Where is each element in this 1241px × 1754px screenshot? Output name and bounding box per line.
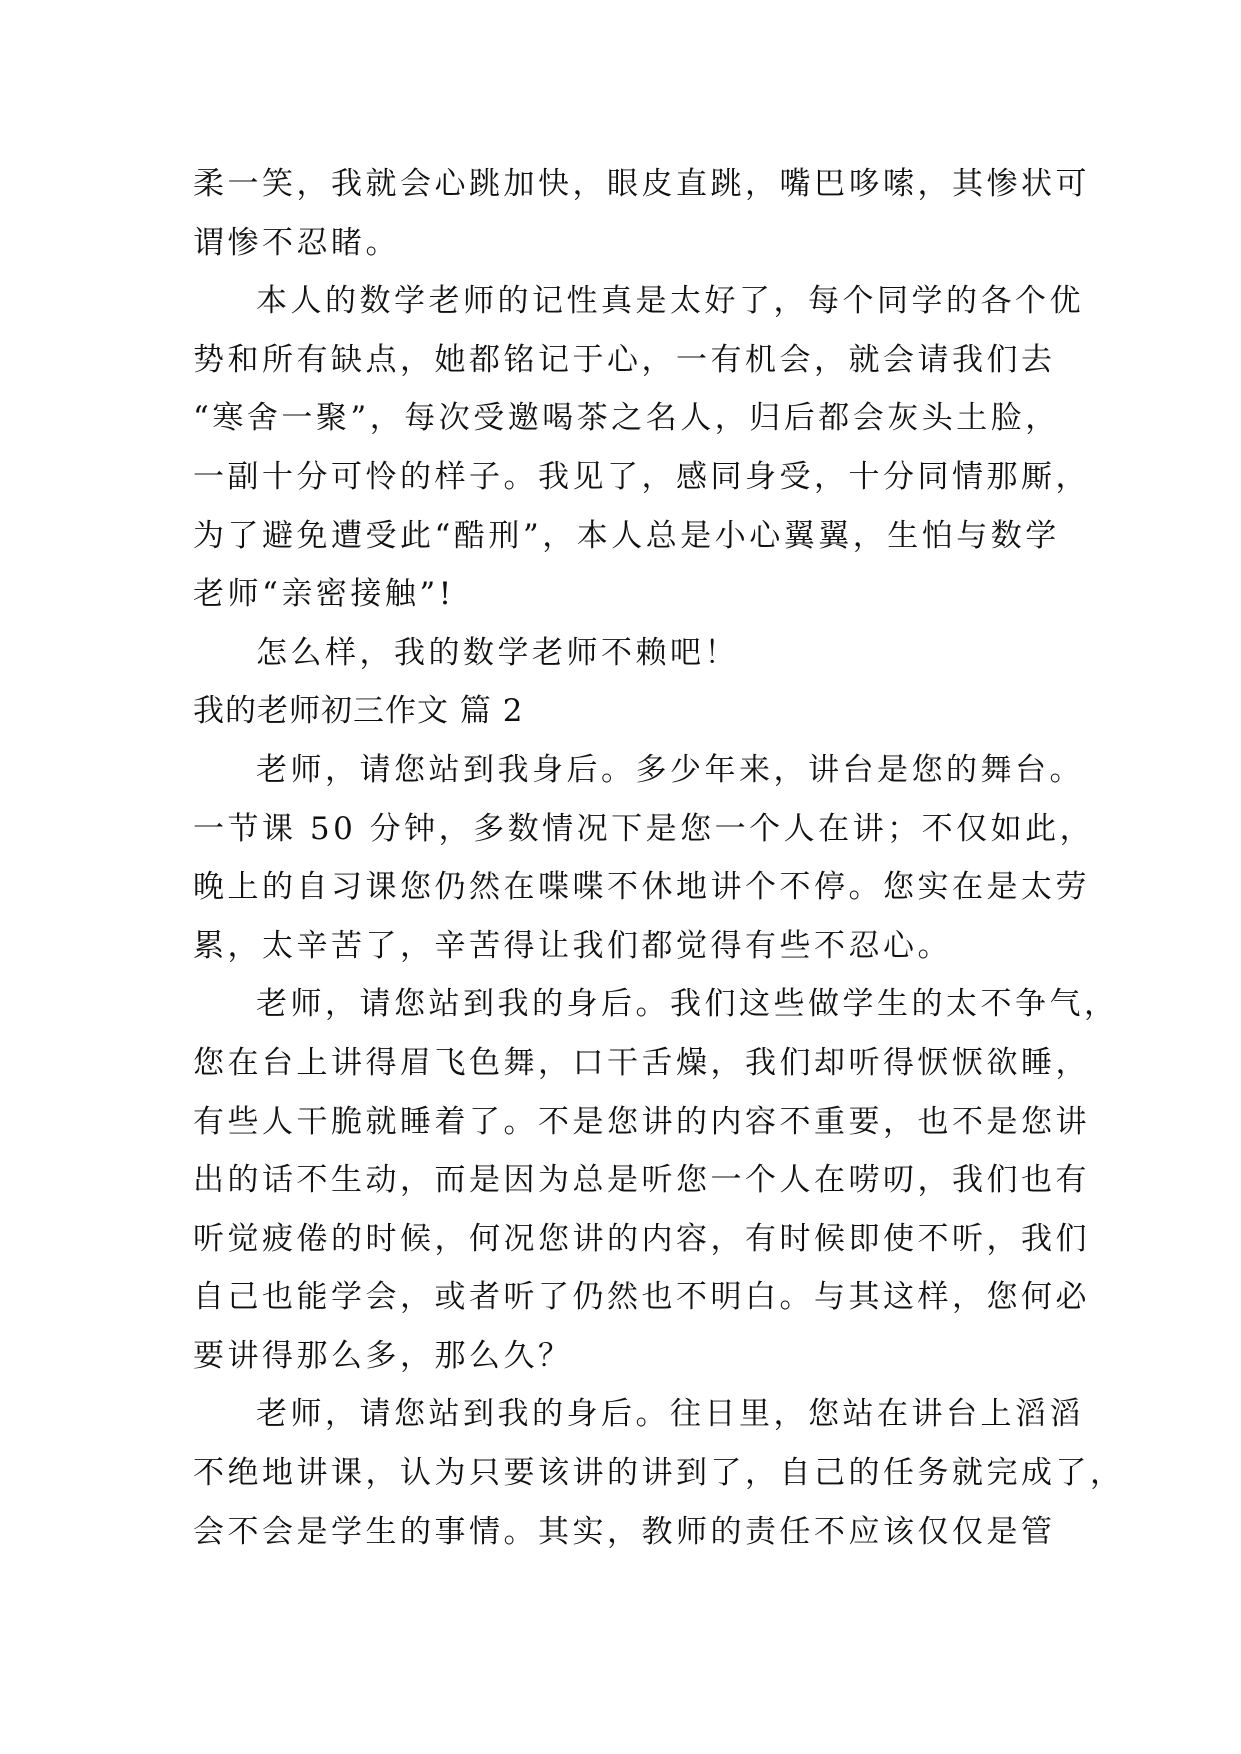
text-line: 为了避免遭受此“酷刑”，本人总是小心翼翼，生怕与数学: [193, 517, 1060, 554]
text-line: 要讲得那么多，那么久？: [193, 1337, 573, 1374]
text-line: “寒舍一聚”，每次受邀喝茶之名人，归后都会灰头土脸，: [193, 400, 1060, 437]
text-line: 一副十分可怜的样子。我见了，感同身受，十分同情那厮，: [193, 458, 1090, 495]
text-line: 老师“亲密接触”!: [193, 576, 455, 613]
paragraph-start-line: 怎么样，我的数学老师不赖吧！: [256, 634, 739, 671]
paragraph-start-line: 老师，请您站到我的身后。我们这些做学生的太不争气，: [256, 986, 1119, 1023]
document-body: [193, 155, 1125, 1561]
paragraph-start-line: 本人的数学老师的记性真是太好了，每个同学的各个优: [256, 283, 1084, 320]
text-line: 不绝地讲课，认为只要该讲的讲到了，自己的任务就完成了，: [193, 1455, 1125, 1492]
text-line: 势和所有缺点，她都铭记于心，一有机会，就会请我们去: [193, 341, 1056, 378]
section-heading: 我的老师初三作文 篇 2: [193, 693, 524, 730]
paragraph-start-line: 老师，请您站到我的身后。往日里，您站在讲台上滔滔: [256, 1396, 1084, 1433]
text-line: 谓惨不忍睹。: [193, 224, 400, 261]
text-line: 您在台上讲得眉飞色舞，口干舌燥，我们却听得恹恹欲睡，: [193, 1044, 1090, 1081]
text-line: 累，太辛苦了，辛苦得让我们都觉得有些不忍心。: [193, 927, 952, 964]
paragraph-start-line: 老师，请您站到我身后。多少年来，讲台是您的舞台。: [256, 751, 1084, 788]
text-line: 会不会是学生的事情。其实，教师的责任不应该仅仅是管: [193, 1513, 1056, 1550]
text-line: 听觉疲倦的时候，何况您讲的内容，有时候即使不听，我们: [193, 1220, 1090, 1257]
text-line: 一节课 50 分钟，多数情况下是您一个人在讲；不仅如此，: [193, 810, 1095, 847]
text-line: 柔一笑，我就会心跳加快，眼皮直跳，嘴巴哆嗦，其惨状可: [193, 166, 1090, 202]
text-line: 晚上的自习课您仍然在喋喋不休地讲个不停。您实在是太劳: [193, 869, 1090, 906]
text-line: 出的话不生动，而是因为总是听您一个人在唠叨，我们也有: [193, 1162, 1090, 1199]
text-line: 自己也能学会，或者听了仍然也不明白。与其这样，您何必: [193, 1279, 1090, 1316]
text-line: 有些人干脆就睡着了。不是您讲的内容不重要，也不是您讲: [193, 1103, 1090, 1140]
